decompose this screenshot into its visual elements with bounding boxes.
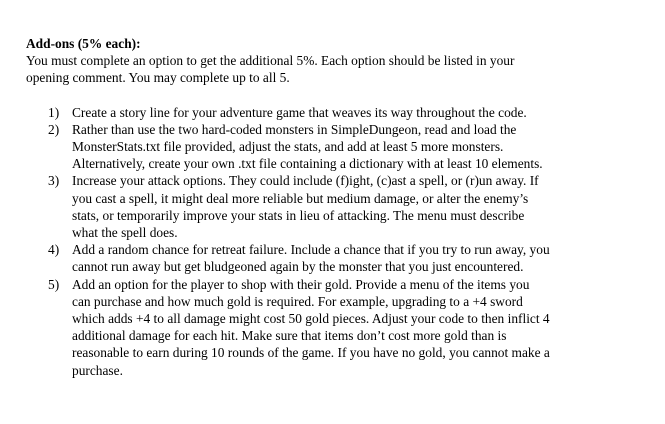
list-item-line: which adds +4 to all damage might cost 50 gold pieces. Adjust your code to then inflict 4 — [72, 311, 550, 327]
list-item-line: additional damage for each hit. Make sure that items don’t cost more gold than is — [72, 328, 507, 344]
intro-line: opening comment. You may complete up to all 5. — [26, 70, 290, 86]
list-item-line: Create a story line for your adventure game that weaves its way throughout the code. — [72, 104, 527, 120]
list-item — [26, 172, 656, 241]
list-item-number: 3) — [48, 173, 60, 189]
list-item-line: purchase. — [72, 362, 123, 378]
list-item-line: Increase your attack options. They could include (f)ight, (c)ast a spell, or (r)un away. If — [72, 173, 539, 189]
list-item-line: Add a random chance for retreat failure. Include a chance that if you try to run away, you — [72, 242, 550, 258]
list-item-line: can purchase and how much gold is required. For example, upgrading to a +4 sword — [72, 293, 523, 309]
intro-paragraph — [26, 52, 656, 86]
list-item — [26, 121, 656, 173]
list-item-line: Add an option for the player to shop with their gold. Provide a menu of the items you — [72, 276, 530, 292]
list-item-line: you cast a spell, it might deal more reliable but medium damage, or alter the enemy’s — [72, 190, 529, 206]
intro-line: You must complete an option to get the additional 5%. Each option should be listed in your — [26, 53, 515, 69]
list-item-line: Rather than use the two hard-coded monsters in SimpleDungeon, read and load the — [72, 121, 517, 137]
list-item — [26, 104, 656, 121]
document-body — [26, 35, 656, 379]
list-item-line: Alternatively, create your own .txt file containing a dictionary with at least 10 elements. — [72, 156, 543, 172]
list-item-number: 5) — [48, 276, 60, 292]
list-item-line: MonsterStats.txt file provided, adjust the stats, and add at least 5 more monsters. — [72, 139, 504, 155]
list-item-number: 1) — [48, 104, 60, 120]
list-item-line: what the spell does. — [72, 225, 178, 241]
list-item-number: 2) — [48, 121, 60, 137]
list-item — [26, 241, 656, 275]
list-item-line: stats, or temporarily improve your stats in lieu of attacking. The menu must describe — [72, 207, 525, 223]
list-item-line: cannot run away but get bludgeoned again by the monster that you just encountered. — [72, 259, 524, 275]
addon-options-list — [26, 104, 656, 379]
list-item-line: reasonable to earn during 10 rounds of the game. If you have no gold, you cannot make a — [72, 345, 550, 361]
list-item — [26, 276, 656, 379]
section-heading: Add-ons (5% each): — [26, 36, 141, 51]
list-item-number: 4) — [48, 242, 60, 258]
